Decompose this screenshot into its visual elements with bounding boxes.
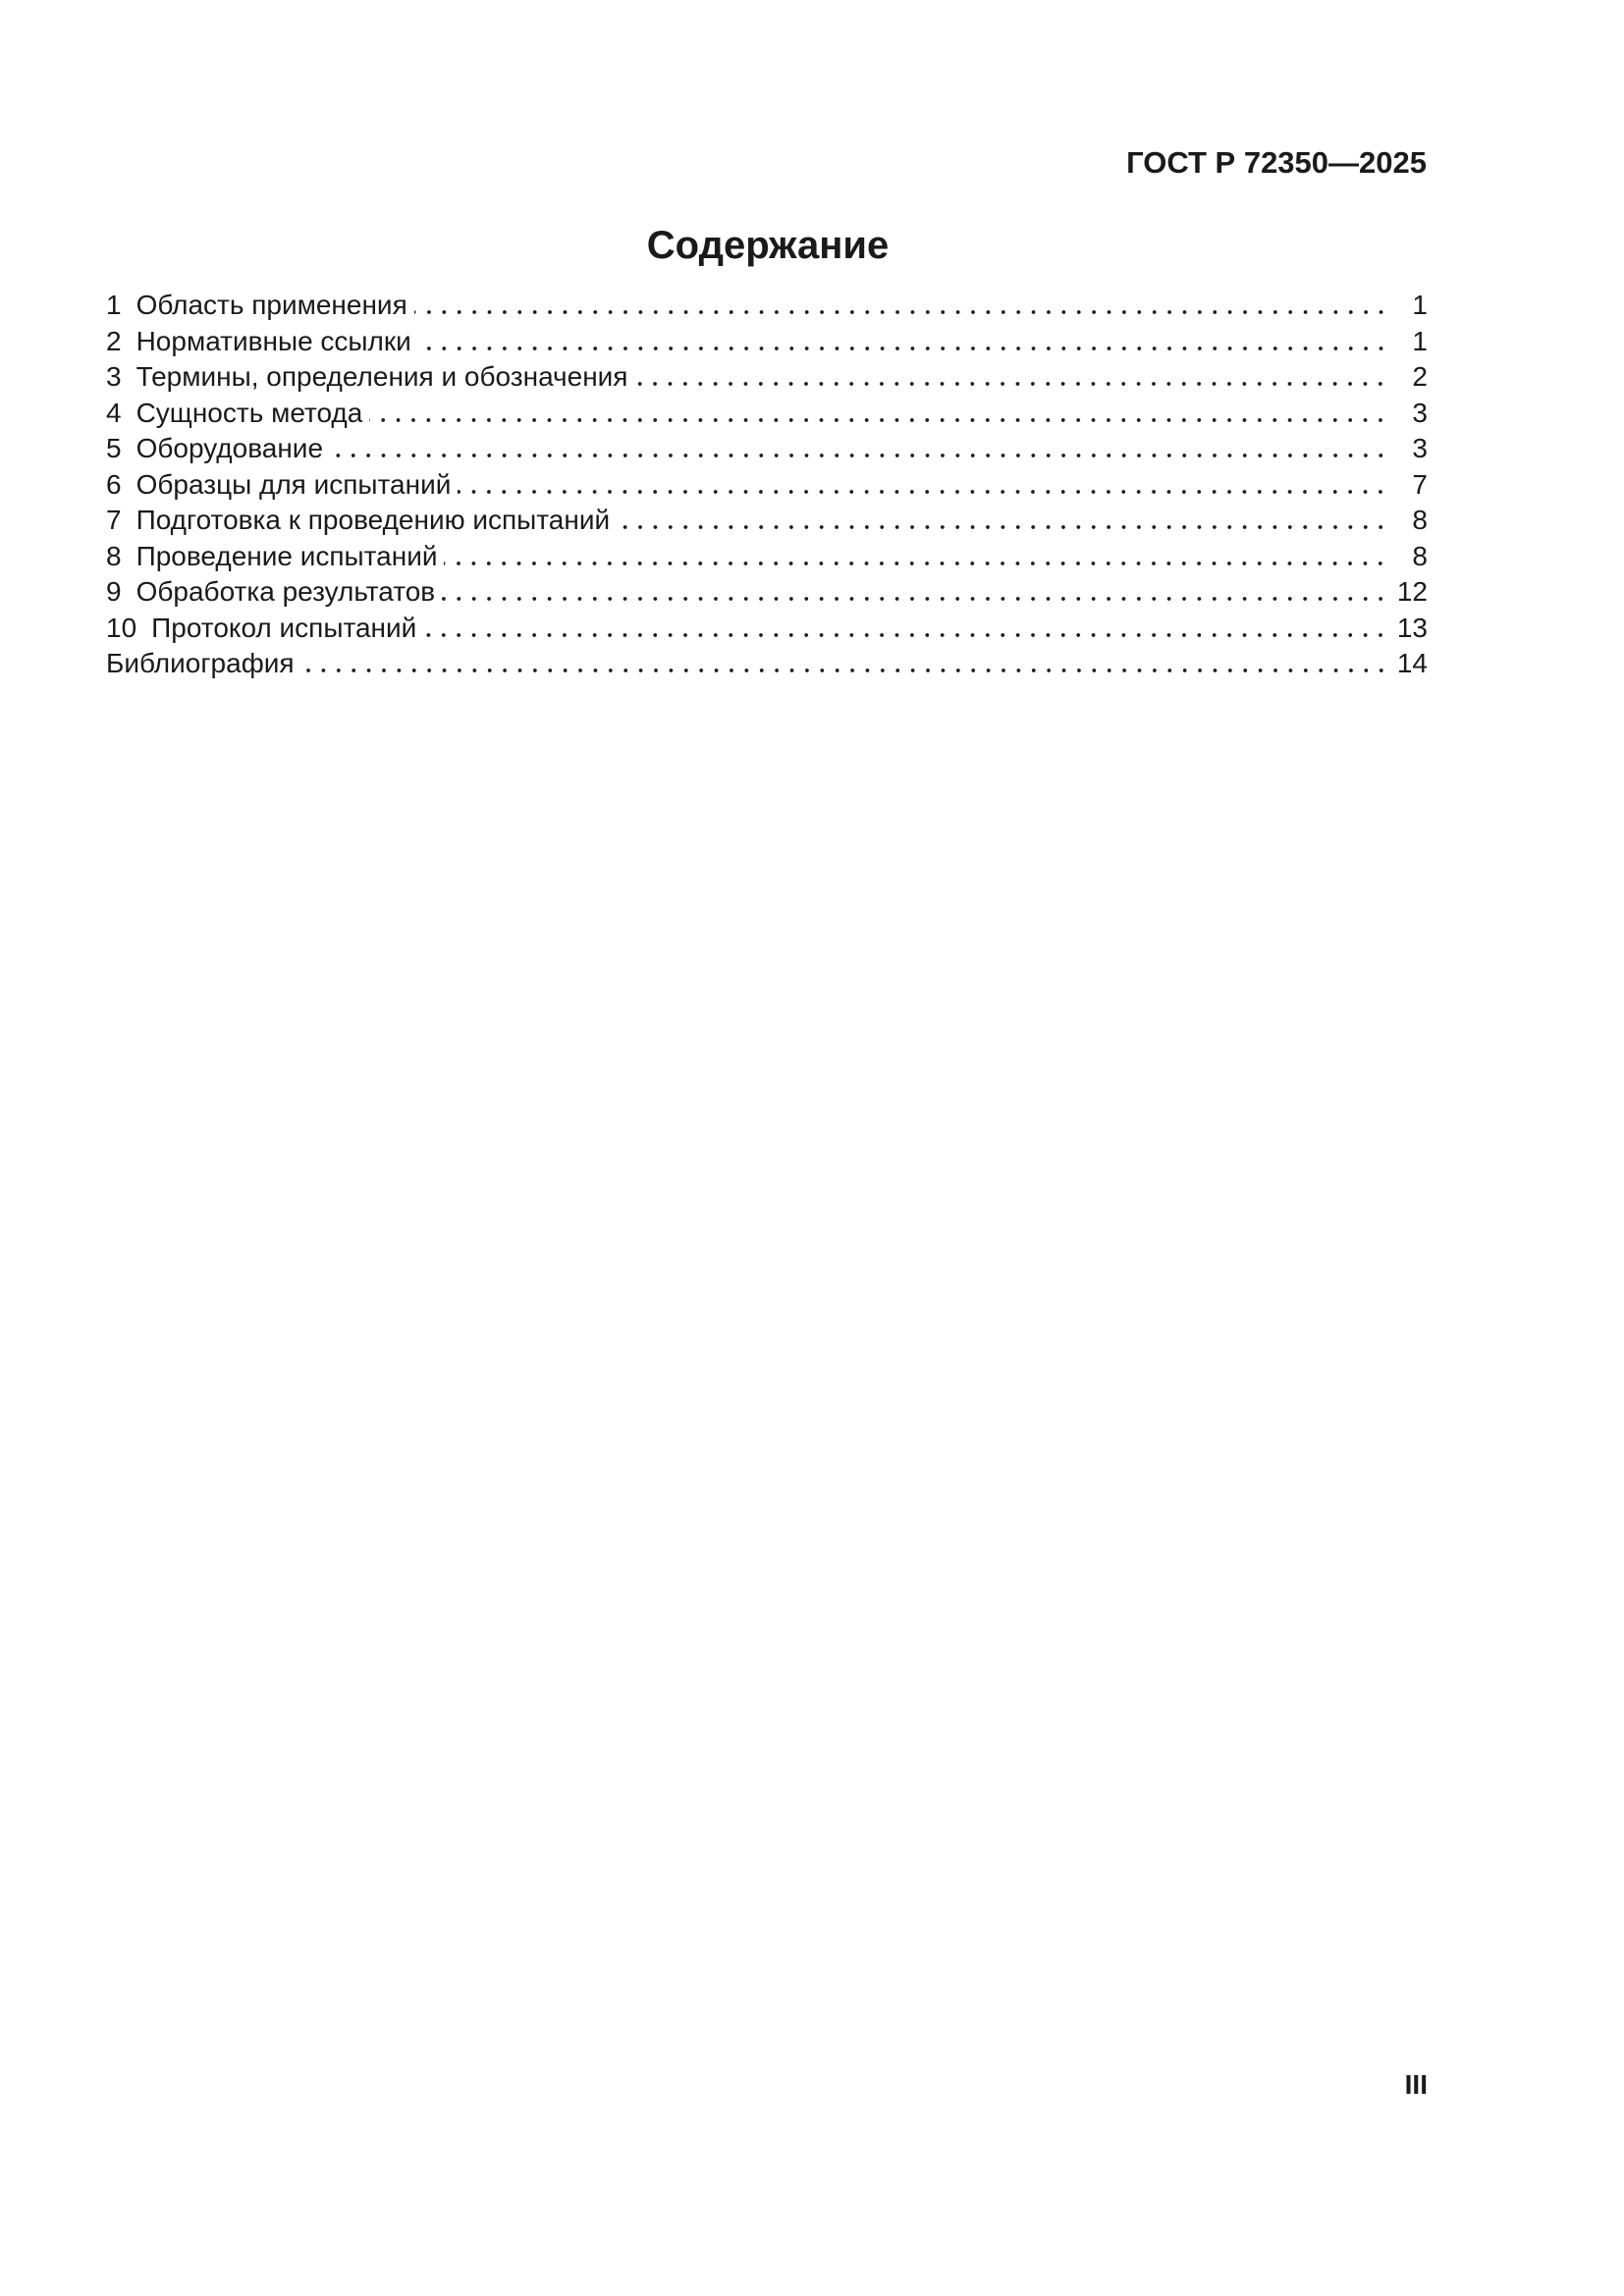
toc-entry-number: 4 — [106, 397, 122, 428]
toc-entry — [106, 288, 1428, 324]
dotted-leader — [442, 597, 1390, 601]
toc-entry-label: Термины, определения и обозначения — [135, 361, 628, 392]
toc-entry-page: 8 — [1412, 540, 1428, 571]
toc-entry-number: 5 — [106, 433, 122, 463]
toc-entry-number: 7 — [106, 505, 122, 535]
toc-entry-label: Оборудование — [135, 433, 324, 463]
toc-entry-label: Область применения — [135, 290, 407, 320]
dotted-leader — [369, 418, 1390, 422]
toc-entry — [106, 539, 1428, 575]
toc-entry-page: 3 — [1412, 433, 1428, 463]
toc-entry — [106, 431, 1428, 467]
toc-entry-page: 13 — [1396, 612, 1428, 643]
toc-entry — [106, 646, 1428, 682]
dotted-leader — [634, 382, 1390, 386]
toc-entry-page: 2 — [1412, 361, 1428, 392]
toc-entry — [106, 574, 1428, 611]
dotted-leader — [444, 561, 1390, 565]
toc-entry-page: 1 — [1412, 325, 1428, 356]
toc-entry-number: 6 — [106, 468, 122, 500]
toc-entry-number: 2 — [106, 325, 122, 356]
toc-entry-page: 3 — [1412, 397, 1428, 428]
toc-entry-label: Образцы для испытаний — [135, 468, 452, 500]
toc-entry-page: 12 — [1396, 576, 1428, 607]
toc-entry-label: Нормативные ссылки — [135, 325, 411, 356]
toc-entry-label: Библиография — [106, 648, 295, 678]
dotted-leader — [414, 310, 1390, 314]
dotted-leader — [458, 490, 1390, 494]
toc-entry — [106, 324, 1428, 360]
table-of-contents — [106, 288, 1428, 682]
toc-entry-label: Подготовка к проведению испытаний — [135, 505, 611, 535]
toc-entry — [106, 503, 1428, 539]
toc-entry-number: 3 — [106, 361, 122, 392]
dotted-leader — [301, 668, 1390, 672]
toc-entry-page: 14 — [1396, 648, 1428, 678]
toc-entry-page: 7 — [1412, 468, 1428, 500]
toc-entry-label: Протокол испытаний — [151, 612, 417, 643]
dotted-leader — [423, 633, 1390, 637]
page-number: III — [1404, 2069, 1428, 2100]
toc-entry-label: Сущность метода — [135, 397, 363, 428]
dotted-leader — [330, 454, 1390, 457]
toc-entry-number: 1 — [106, 290, 122, 320]
toc-entry — [106, 467, 1428, 504]
toc-entry-page: 1 — [1412, 290, 1428, 320]
toc-entry-number: 10 — [106, 612, 137, 643]
toc-entry-page: 8 — [1412, 505, 1428, 535]
dotted-leader — [617, 525, 1390, 529]
dotted-leader — [418, 347, 1390, 350]
toc-entry-number: 9 — [106, 576, 122, 607]
toc-entry-label: Обработка результатов — [135, 576, 436, 607]
toc-entry — [106, 611, 1428, 647]
document-code: ГОСТ Р 72350—2025 — [1126, 145, 1427, 180]
page-title: Содержание — [646, 224, 890, 267]
toc-entry-number: 8 — [106, 540, 122, 571]
toc-entry-label: Проведение испытаний — [135, 540, 438, 571]
toc-entry — [106, 359, 1428, 396]
toc-entry — [106, 396, 1428, 432]
